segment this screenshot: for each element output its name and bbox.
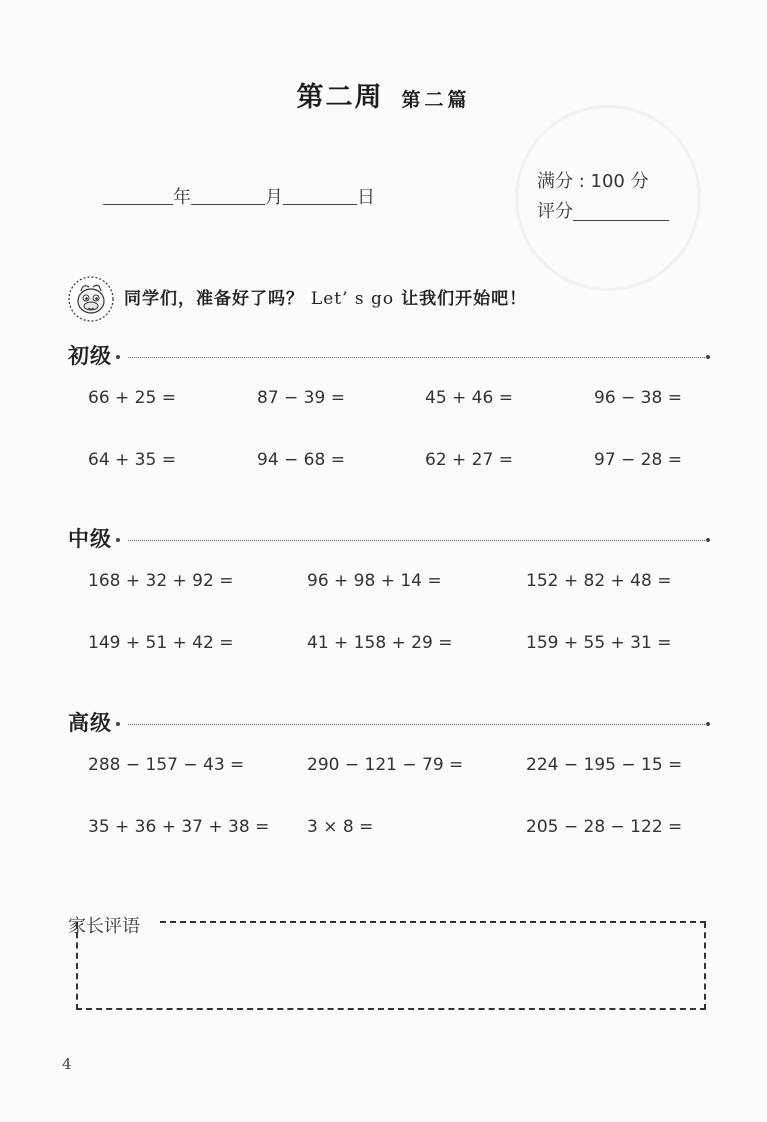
full-score: 满分 : 100 分 [537, 171, 649, 192]
problem: 290 − 121 − 79 = [307, 755, 464, 775]
year-blank[interactable] [103, 184, 173, 205]
dotted-divider [128, 724, 705, 725]
dot-start [116, 355, 120, 359]
problem: 168 + 32 + 92 = [88, 571, 234, 591]
score-label: 评分 [537, 201, 573, 222]
problem: 45 + 46 = [425, 388, 513, 408]
problem: 149 + 51 + 42 = [88, 633, 234, 653]
dot-end [706, 722, 710, 726]
page-title [0, 75, 767, 114]
section-advanced-header [68, 709, 710, 735]
problem: 3 × 8 = [307, 817, 374, 837]
section-intermediate-label: 中级 [68, 526, 112, 551]
dot-end [706, 538, 710, 542]
greeting-part3: 让我们开始吧！ [401, 289, 528, 309]
day-label: 日 [357, 187, 375, 208]
problem: 159 + 55 + 31 = [526, 633, 672, 653]
dot-start [116, 722, 120, 726]
problem: 35 + 36 + 37 + 38 = [88, 817, 270, 837]
problem: 96 + 98 + 14 = [307, 571, 442, 591]
month-blank[interactable] [191, 184, 265, 205]
problem: 205 − 28 − 122 = [526, 817, 683, 837]
dotted-divider [128, 357, 705, 358]
problem: 152 + 82 + 48 = [526, 571, 672, 591]
section-beginner-label: 初级 [68, 343, 112, 368]
problem: 64 + 35 = [88, 450, 176, 470]
problem: 87 − 39 = [257, 388, 345, 408]
section-beginner-header [68, 342, 710, 368]
score-box [537, 167, 669, 227]
greeting-part2: Let’ s go [310, 289, 395, 309]
score-blank[interactable] [573, 200, 669, 221]
parent-comment-box[interactable] [76, 922, 706, 1010]
mascot-icon [67, 275, 115, 323]
problem: 288 − 157 − 43 = [88, 755, 245, 775]
problem: 66 + 25 = [88, 388, 176, 408]
problem: 41 + 158 + 29 = [307, 633, 453, 653]
section-advanced-label: 高级 [68, 710, 112, 735]
dot-start [116, 538, 120, 542]
dotted-divider [128, 540, 705, 541]
problem: 96 − 38 = [594, 388, 682, 408]
date-row [103, 183, 375, 209]
greeting-line [124, 284, 527, 309]
problem: 224 − 195 − 15 = [526, 755, 683, 775]
greeting-part1: 同学们，准备好了吗？ [124, 289, 304, 309]
problem: 94 − 68 = [257, 450, 345, 470]
week-title: 第二周 [296, 82, 384, 113]
month-label: 月 [265, 187, 283, 208]
section-subtitle: 第二篇 [401, 89, 471, 111]
parent-comment-label: 家长评语 [68, 916, 140, 937]
section-intermediate-header [68, 525, 710, 551]
problem: 62 + 27 = [425, 450, 513, 470]
dot-end [706, 355, 710, 359]
year-label: 年 [173, 187, 191, 208]
problem: 97 − 28 = [594, 450, 682, 470]
page-number: 4 [62, 1055, 72, 1073]
day-blank[interactable] [283, 184, 357, 205]
